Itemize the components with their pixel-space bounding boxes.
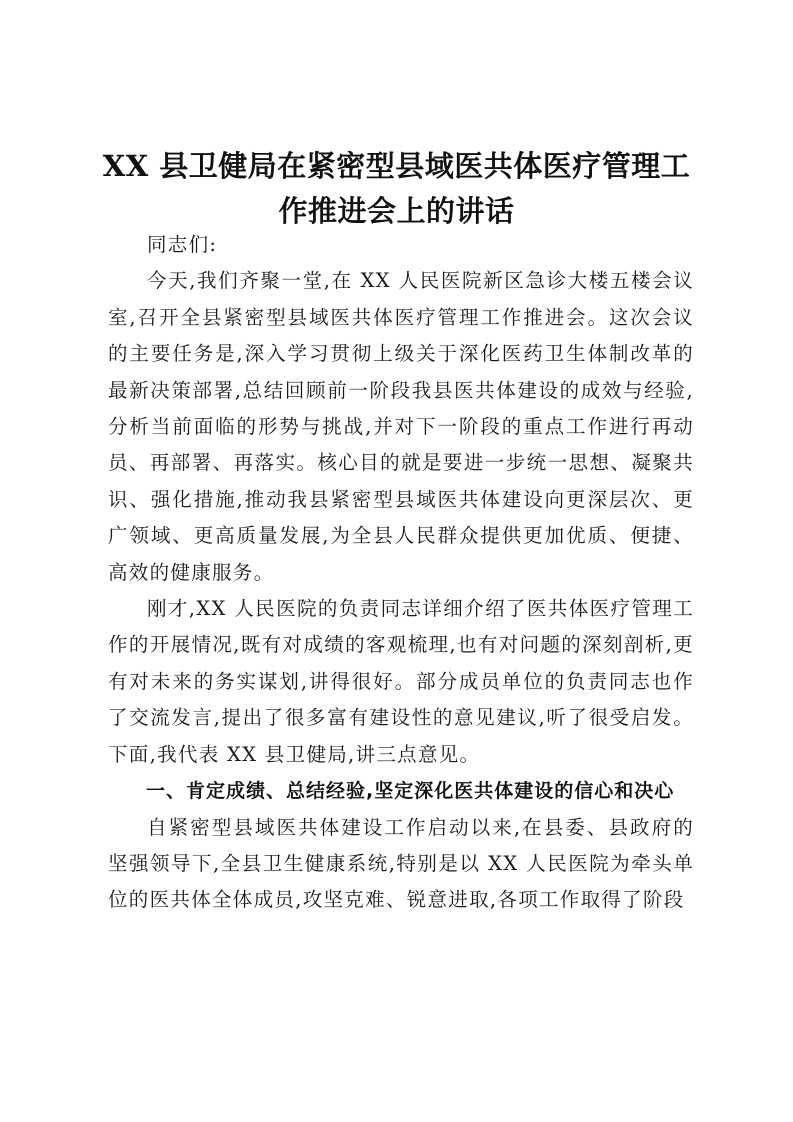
paragraph-opening: 今天,我们齐聚一堂,在 XX 人民医院新区急诊大楼五楼会议室,召开全县紧密型县域医共体医疗管理工作推进会。这次会议的主要任务是,深入学习贯彻上级关于深化医药卫生体制改革的最新决策部署,总结回顾前一阶段我县医共体建设的成效与经验,分析当前面临的形势与挑战,并对下一阶段的重点工作进行再动员、再部署、再落实。核心目的就是要进一步统一思想、凝聚共识、强化措施,推动我县紧密型县域医共体建设向更深层次、更广领域、更高质量发展,为全县人民群众提供更加优质、便捷、高效的健康服务。 bbox=[108, 269, 694, 584]
paragraph-intro: 刚才,XX 人民医院的负责同志详细介绍了医共体医疗管理工作的开展情况,既有对成绩的客观梳理,也有对问题的深刻剖析,更有对未来的务实谋划,讲得很好。部分成员单位的负责同志也作了交流发言,提出了很多富有建设性的意见建议,听了很受启发。下面,我代表 XX 县卫健局,讲三点意见。 bbox=[108, 597, 694, 766]
section-paragraph: 自紧密型县域医共体建设工作启动以来,在县委、县政府的坚强领导下,全县卫生健康系统,特别是以 XX 人民医院为牵头单位的医共体全体成员,攻坚克难、锐意进取,各项工作取得了阶段 bbox=[108, 815, 694, 912]
salutation: 同志们: bbox=[147, 233, 218, 256]
section-heading: 一、肯定成绩、总结经验,坚定深化医共体建设的信心和决心 bbox=[146, 780, 675, 803]
document-body bbox=[108, 227, 694, 919]
document-title: XX 县卫健局在紧密型县域医共体医疗管理工作推进会上的讲话 bbox=[102, 149, 691, 228]
